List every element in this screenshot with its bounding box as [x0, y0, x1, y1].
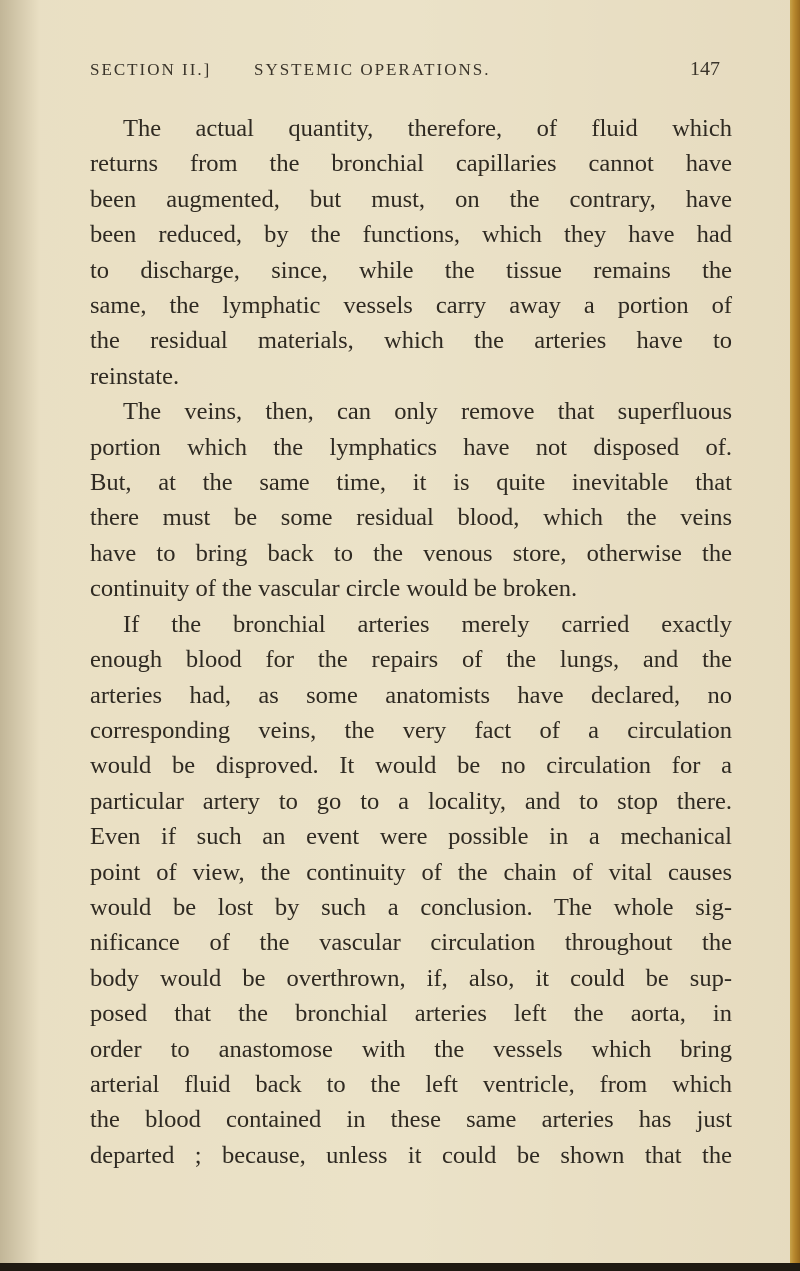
text-line: continuity of the vascular circle would be broken. [90, 575, 578, 603]
text-line: point of view, the continuity of the chain of vital causes [90, 858, 732, 886]
page-number: 147 [690, 58, 720, 80]
text-line: been reduced, by the functions, which they have had [90, 221, 732, 249]
text-line: the residual materials, which the arteries have to [90, 327, 732, 355]
text-line: enough blood for the repairs of the lungs, and the [90, 646, 732, 674]
text-line: The actual quantity, therefore, of fluid which [123, 115, 732, 142]
running-head [90, 60, 720, 90]
text-line: The veins, then, can only remove that superfluous [123, 398, 732, 426]
body-text [90, 111, 732, 1173]
text-line: to discharge, since, while the tissue remains the [90, 256, 732, 284]
text-line: nificance of the vascular circulation throughout the [90, 929, 732, 957]
text-line: arterial fluid back to the left ventricle, from which [90, 1070, 732, 1098]
page-bottom-edge [0, 1263, 800, 1271]
text-line: corresponding veins, the very fact of a circulation [90, 716, 732, 744]
text-line: the blood contained in these same arteries has just [90, 1106, 732, 1134]
text-line: body would be overthrown, if, also, it could be sup- [90, 964, 732, 992]
text-line: But, at the same time, it is quite inevitable that [90, 469, 732, 497]
page-edge-gilt [790, 0, 800, 1271]
text-line: portion which the lymphatics have not disposed of. [90, 433, 732, 461]
text-line: Even if such an event were possible in a mechanical [90, 823, 732, 851]
text-line: same, the lymphatic vessels carry away a portion of [90, 292, 732, 320]
text-line: there must be some residual blood, which the veins [90, 504, 732, 532]
running-head-section: SECTION II.] [90, 60, 212, 79]
text-line: If the bronchial arteries merely carried exactly [123, 610, 732, 638]
text-line: arteries had, as some anatomists have declared, no [90, 681, 732, 709]
text-line: would be lost by such a conclusion. The whole sig- [90, 893, 732, 921]
text-line: been augmented, but must, on the contrary, have [90, 185, 732, 213]
text-line: returns from the bronchial capillaries cannot have [90, 150, 732, 178]
text-line: particular artery to go to a locality, and to stop there. [90, 787, 732, 815]
text-line: posed that the bronchial arteries left the aorta, in [90, 1000, 732, 1028]
binding-shadow [0, 0, 40, 1271]
text-line: order to anastomose with the vessels which bring [90, 1035, 732, 1063]
text-line: have to bring back to the venous store, otherwise the [90, 539, 732, 567]
text-line: would be disproved. It would be no circulation for a [90, 752, 732, 780]
text-line: departed ; because, unless it could be shown that the [90, 1141, 732, 1169]
running-head-title: SYSTEMIC OPERATIONS. [254, 60, 491, 79]
text-line: reinstate. [90, 362, 180, 390]
